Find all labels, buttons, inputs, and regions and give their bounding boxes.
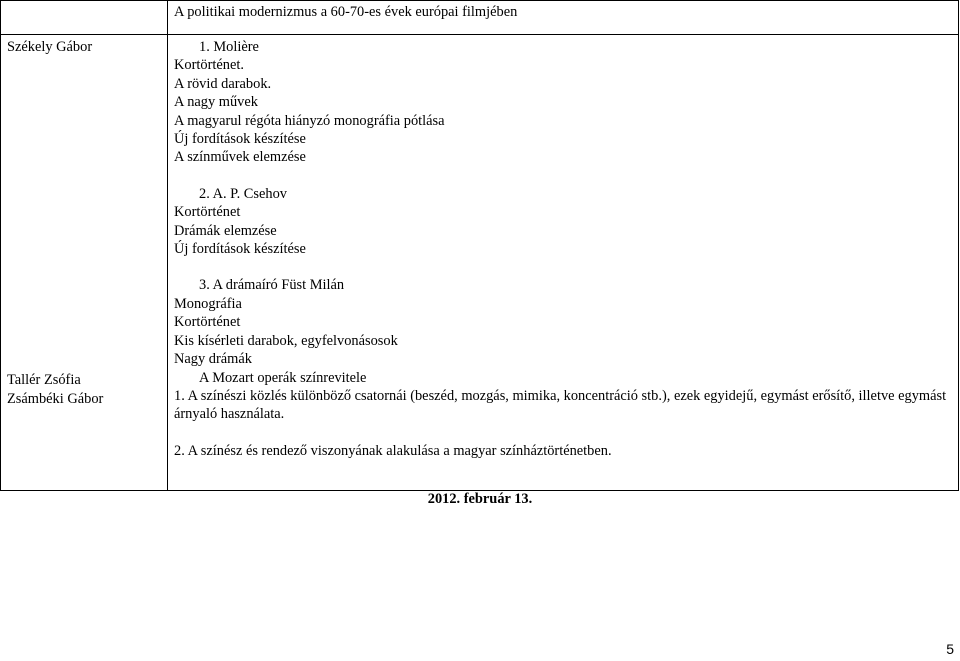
csehov-heading: 2. A. P. Csehov <box>199 185 287 202</box>
acting-block <box>174 387 952 424</box>
table-row-main <box>1 35 959 491</box>
left-cell-empty <box>1 1 168 35</box>
author-szekely-gabor: Székely Gábor <box>7 39 93 55</box>
list-item: A színművek elemzése <box>174 149 306 166</box>
fust-block <box>174 276 952 386</box>
list-item: Kortörténet <box>174 204 241 221</box>
acting-item-1: 1. A színészi közlés különböző csatornái (beszéd, mozgás, mimika, koncentráció stb.), ezek egyidejű, egymást erősítő, illetve egymást árnyaló használata. <box>174 387 947 423</box>
document-date: 2012. február 13. <box>427 491 533 507</box>
moliere-block <box>174 35 952 167</box>
topic-title: A politikai modernizmus a 60-70-es évek európai filmjében <box>174 4 518 20</box>
list-item: Nagy drámák <box>174 351 252 368</box>
moliere-heading: 1. Molière <box>199 39 259 55</box>
list-item: Kortörténet. <box>174 57 244 74</box>
list-item: Kis kísérleti darabok, egyfelvonásosok <box>174 332 398 349</box>
list-item: Új fordítások készítése <box>174 131 306 148</box>
author-zsambeki-gabor: Zsámbéki Gábor <box>7 390 104 407</box>
author-taller-zsofia: Tallér Zsófia <box>7 372 81 389</box>
list-item: A magyarul régóta hiányzó monográfia pótlása <box>174 112 445 129</box>
left-cell-authors <box>1 35 168 491</box>
list-item: Új fordítások készítése <box>174 241 306 258</box>
list-item: A rövid darabok. <box>174 75 272 92</box>
topic-title-cell <box>168 1 959 35</box>
table-row-title <box>1 1 959 35</box>
acting-block-2 <box>174 442 952 460</box>
mozart-line: A Mozart operák színrevitele <box>199 369 367 386</box>
acting-item-2: 2. A színész és rendező viszonyának alakulása a magyar színháztörténetben. <box>174 442 612 459</box>
list-item: Kortörténet <box>174 314 241 331</box>
topics-content-cell <box>168 35 959 491</box>
csehov-block <box>174 185 952 259</box>
list-item: A nagy művek <box>174 94 258 111</box>
page-number: 5 <box>946 641 954 657</box>
list-item: Drámák elemzése <box>174 222 277 239</box>
list-item: Monográfia <box>174 295 242 312</box>
fust-heading: 3. A drámaíró Füst Milán <box>199 277 345 294</box>
